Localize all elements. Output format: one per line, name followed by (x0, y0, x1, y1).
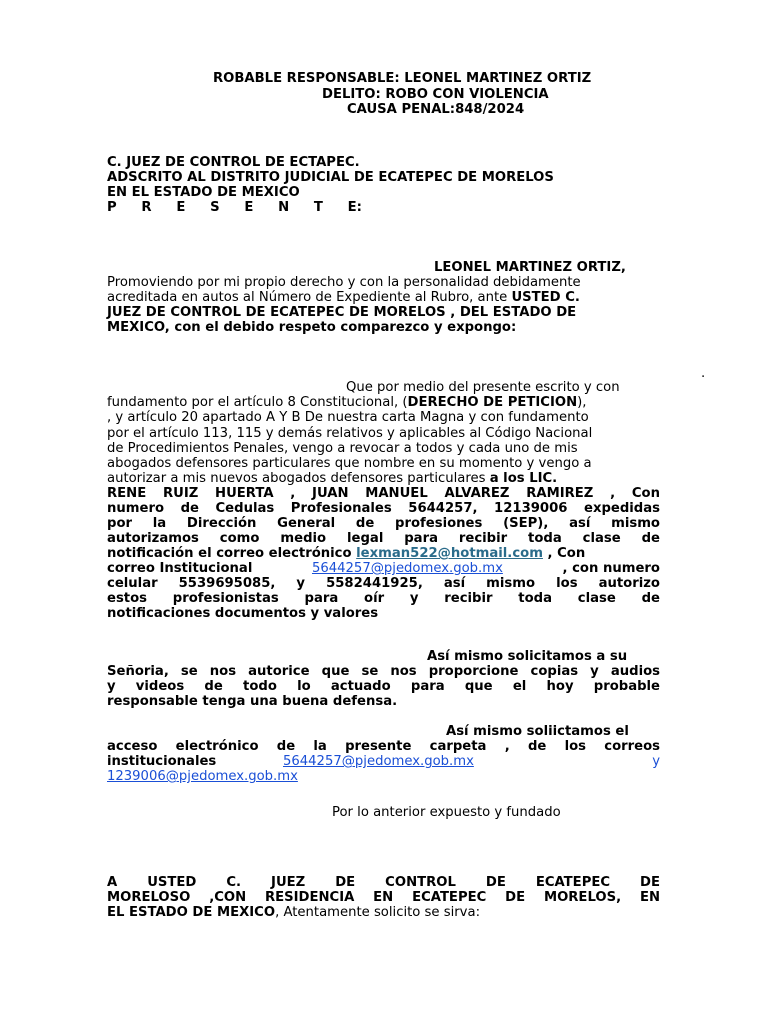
presente-line (107, 200, 362, 216)
promovente-name: LEONEL MARTINEZ ORTIZ, (434, 260, 626, 275)
access-line-3 (107, 754, 660, 770)
access-conjunction: y (652, 754, 660, 769)
body-line-12 (107, 546, 660, 562)
body-line-14: celular 5539695085, y 5582441925, así mismo los autorizo (107, 576, 660, 591)
presente-letter: E (176, 200, 186, 215)
intro-line-1: Promoviendo por mi propio derecho y con la personalidad debidamente (107, 275, 581, 290)
body-line-13 (107, 561, 660, 577)
body-line-13-text: correo Institucional (107, 561, 253, 576)
body-line-2-end: ), (577, 395, 587, 410)
body-line-9: numero de Cedulas Profesionales 5644257, 12139006 expedidas (107, 501, 660, 516)
body-line-7-text: autorizar a mis nuevos abogados defensores particulares (107, 471, 490, 486)
email-link-access-2[interactable]: 1239006@pjedomex.gob.mx (107, 769, 298, 784)
copies-line-2: Señoria, se nos autorice que se nos proporcione copias y audios (107, 664, 660, 679)
stray-dot: . (701, 366, 706, 381)
body-line-15: estos profesionistas para oír y recibir toda clase de (107, 591, 660, 606)
copies-line-4: responsable tenga una buena defensa. (107, 694, 398, 709)
addressee-line-1: C. JUEZ DE CONTROL DE ECTAPEC. (107, 155, 360, 170)
access-line-4 (107, 769, 660, 785)
presente-letter: N (278, 200, 290, 215)
intro-line-3: JUEZ DE CONTROL DE ECATEPEC DE MORELOS , DEL ESTADO DE (107, 305, 577, 320)
presente-letter: S (210, 200, 220, 215)
access-line-2: acceso electrónico de la presente carpeta , de los correos (107, 739, 660, 754)
header-delito: DELITO: ROBO CON VIOLENCIA (322, 87, 549, 102)
email-link-hotmail[interactable]: lexman522@hotmail.com (356, 546, 543, 561)
body-line-2 (107, 395, 660, 411)
header-responsable: ROBABLE RESPONSABLE: LEONEL MARTINEZ ORTIZ (213, 71, 592, 86)
closing-line-2: A USTED C. JUEZ DE CONTROL DE ECATEPEC DE (107, 875, 660, 890)
intro-line-2 (107, 290, 660, 306)
copies-line-3: y videos de todo lo actuado para que el hoy probable (107, 679, 660, 694)
body-line-6: abogados defensores particulares que nombre en su momento y vengo a (107, 456, 592, 471)
body-line-16: notificaciones documentos y valores (107, 606, 379, 621)
lawyer-names: RENE RUIZ HUERTA , JUAN MANUEL ALVAREZ RAMIREZ , Con (107, 486, 660, 501)
body-line-2-text: fundamento por el artículo 8 Constitucional, ( (107, 395, 408, 410)
presente-letter: T (313, 200, 323, 215)
body-line-13-end: , con numero (562, 561, 660, 576)
closing-line-4 (107, 905, 660, 921)
access-line-3-text: institucionales (107, 754, 217, 769)
addressee-line-3: EN EL ESTADO DE MEXICO (107, 185, 300, 200)
intro-line-2-text: acreditada en autos al Número de Expediente al Rubro, ante (107, 290, 512, 305)
body-line-12-text: notificación el correo electrónico (107, 546, 357, 561)
closing-line-3: MORELOSO ,CON RESIDENCIA EN ECATEPEC DE MORELOS, EN (107, 890, 660, 905)
addressee-line-2: ADSCRITO AL DISTRITO JUDICIAL DE ECATEPEC DE MORELOS (107, 170, 554, 185)
derecho-de-peticion: DERECHO DE PETICION (407, 395, 578, 410)
body-line-7-bold: a los LIC. (489, 471, 558, 486)
body-line-11: autorizamos como medio legal para recibir toda clase de (107, 531, 660, 546)
intro-line-2-bold: USTED C. (511, 290, 580, 305)
body-line-3: , y artículo 20 apartado A Y B De nuestra carta Magna y con fundamento (107, 410, 589, 425)
presente-letter: E (244, 200, 254, 215)
body-line-1: Que por medio del presente escrito y con (346, 380, 620, 395)
closing-line-1: Por lo anterior expuesto y fundado (332, 805, 561, 820)
presente-letter: P (107, 200, 117, 215)
body-line-5: de Procedimientos Penales, vengo a revocar a todos y cada uno de mis (107, 441, 578, 456)
body-line-4: por el artículo 113, 115 y demás relativos y aplicables al Código Nacional (107, 426, 593, 441)
body-line-10: por la Dirección General de profesiones (SEP), así mismo (107, 516, 660, 531)
body-line-12-end: , Con (542, 546, 586, 561)
access-line-1: Así mismo soliictamos el (446, 724, 629, 739)
intro-line-4: MEXICO, con el debido respeto comparezco y expongo: (107, 320, 517, 335)
body-line-7 (107, 471, 660, 487)
email-link-institucional[interactable]: 5644257@pjedomex.gob.mx (311, 561, 503, 576)
closing-line-4-text: , Atentamente solicito se sirva: (275, 905, 481, 920)
email-link-access-1[interactable] (283, 754, 660, 770)
header-causa-penal: CAUSA PENAL:848/2024 (347, 102, 525, 117)
email-access-1-text: 5644257@pjedomex.gob.mx (283, 754, 474, 769)
closing-line-4-bold: EL ESTADO DE MEXICO (107, 905, 276, 920)
presente-letter: R (141, 200, 152, 215)
presente-letter: E: (347, 200, 362, 215)
copies-line-1: Así mismo solicitamos a su (427, 649, 628, 664)
